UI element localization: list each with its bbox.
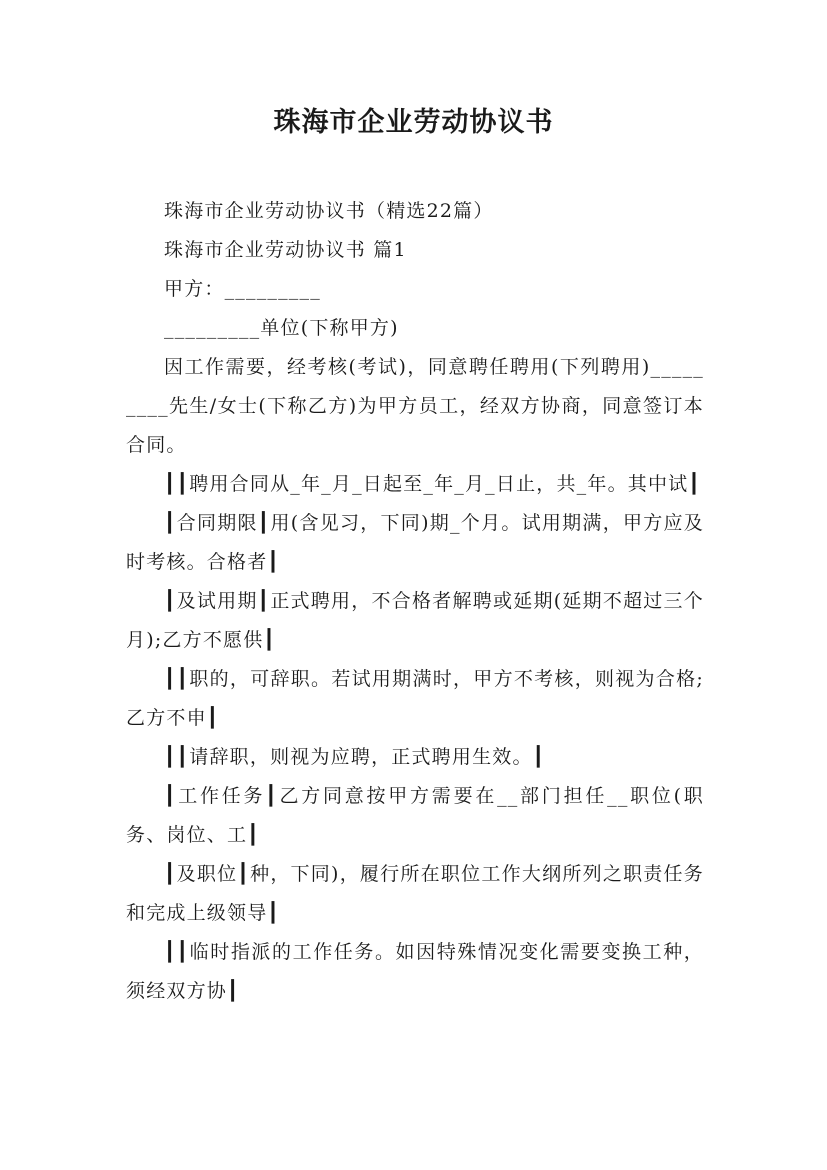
paragraph-intro: 因工作需要，经考核(考试)，同意聘任聘用(下列聘用)_________先生/女士(下称乙方)为甲方员工，经双方协商，同意签订本合同。 xyxy=(126,356,704,456)
paragraph-duty-row-1: ┃工作任务┃乙方同意按甲方需要在__部门担任__职位(职务、岗位、工┃ xyxy=(126,785,704,846)
paragraph-collection-heading: 珠海市企业劳动协议书（精选22篇） xyxy=(164,200,494,222)
paragraph-party-a-unit: _________单位(下称甲方) xyxy=(164,317,399,339)
paragraph-duty-row-2: ┃及职位┃种，下同)，履行所在职位工作大纲所列之职责任务和完成上级领导┃ xyxy=(126,863,704,924)
paragraph-term-row-1: ┃┃聘用合同从_年_月_日起至_年_月_日止，共_年。其中试┃ xyxy=(164,473,702,495)
paragraph-term-row-2: ┃合同期限┃用(含见习，下同)期_个月。试用期满，甲方应及时考核。合格者┃ xyxy=(126,512,704,573)
paragraph-party-a: 甲方：_________ xyxy=(164,278,321,300)
paragraph-section-heading: 珠海市企业劳动协议书 篇1 xyxy=(164,239,407,261)
document-title: 珠海市企业劳动协议书 xyxy=(273,107,554,138)
document-body xyxy=(126,192,704,1011)
paragraph-duty-row-3: ┃┃临时指派的工作任务。如因特殊情况变化需要变换工种，须经双方协┃ xyxy=(126,941,704,1002)
paragraph-term-row-4: ┃┃职的，可辞职。若试用期满时，甲方不考核，则视为合格;乙方不申┃ xyxy=(126,668,704,729)
paragraph-term-row-3: ┃及试用期┃正式聘用，不合格者解聘或延期(延期不超过三个月);乙方不愿供┃ xyxy=(126,590,704,651)
paragraph-term-row-5: ┃┃请辞职，则视为应聘，正式聘用生效。┃ xyxy=(164,746,546,768)
